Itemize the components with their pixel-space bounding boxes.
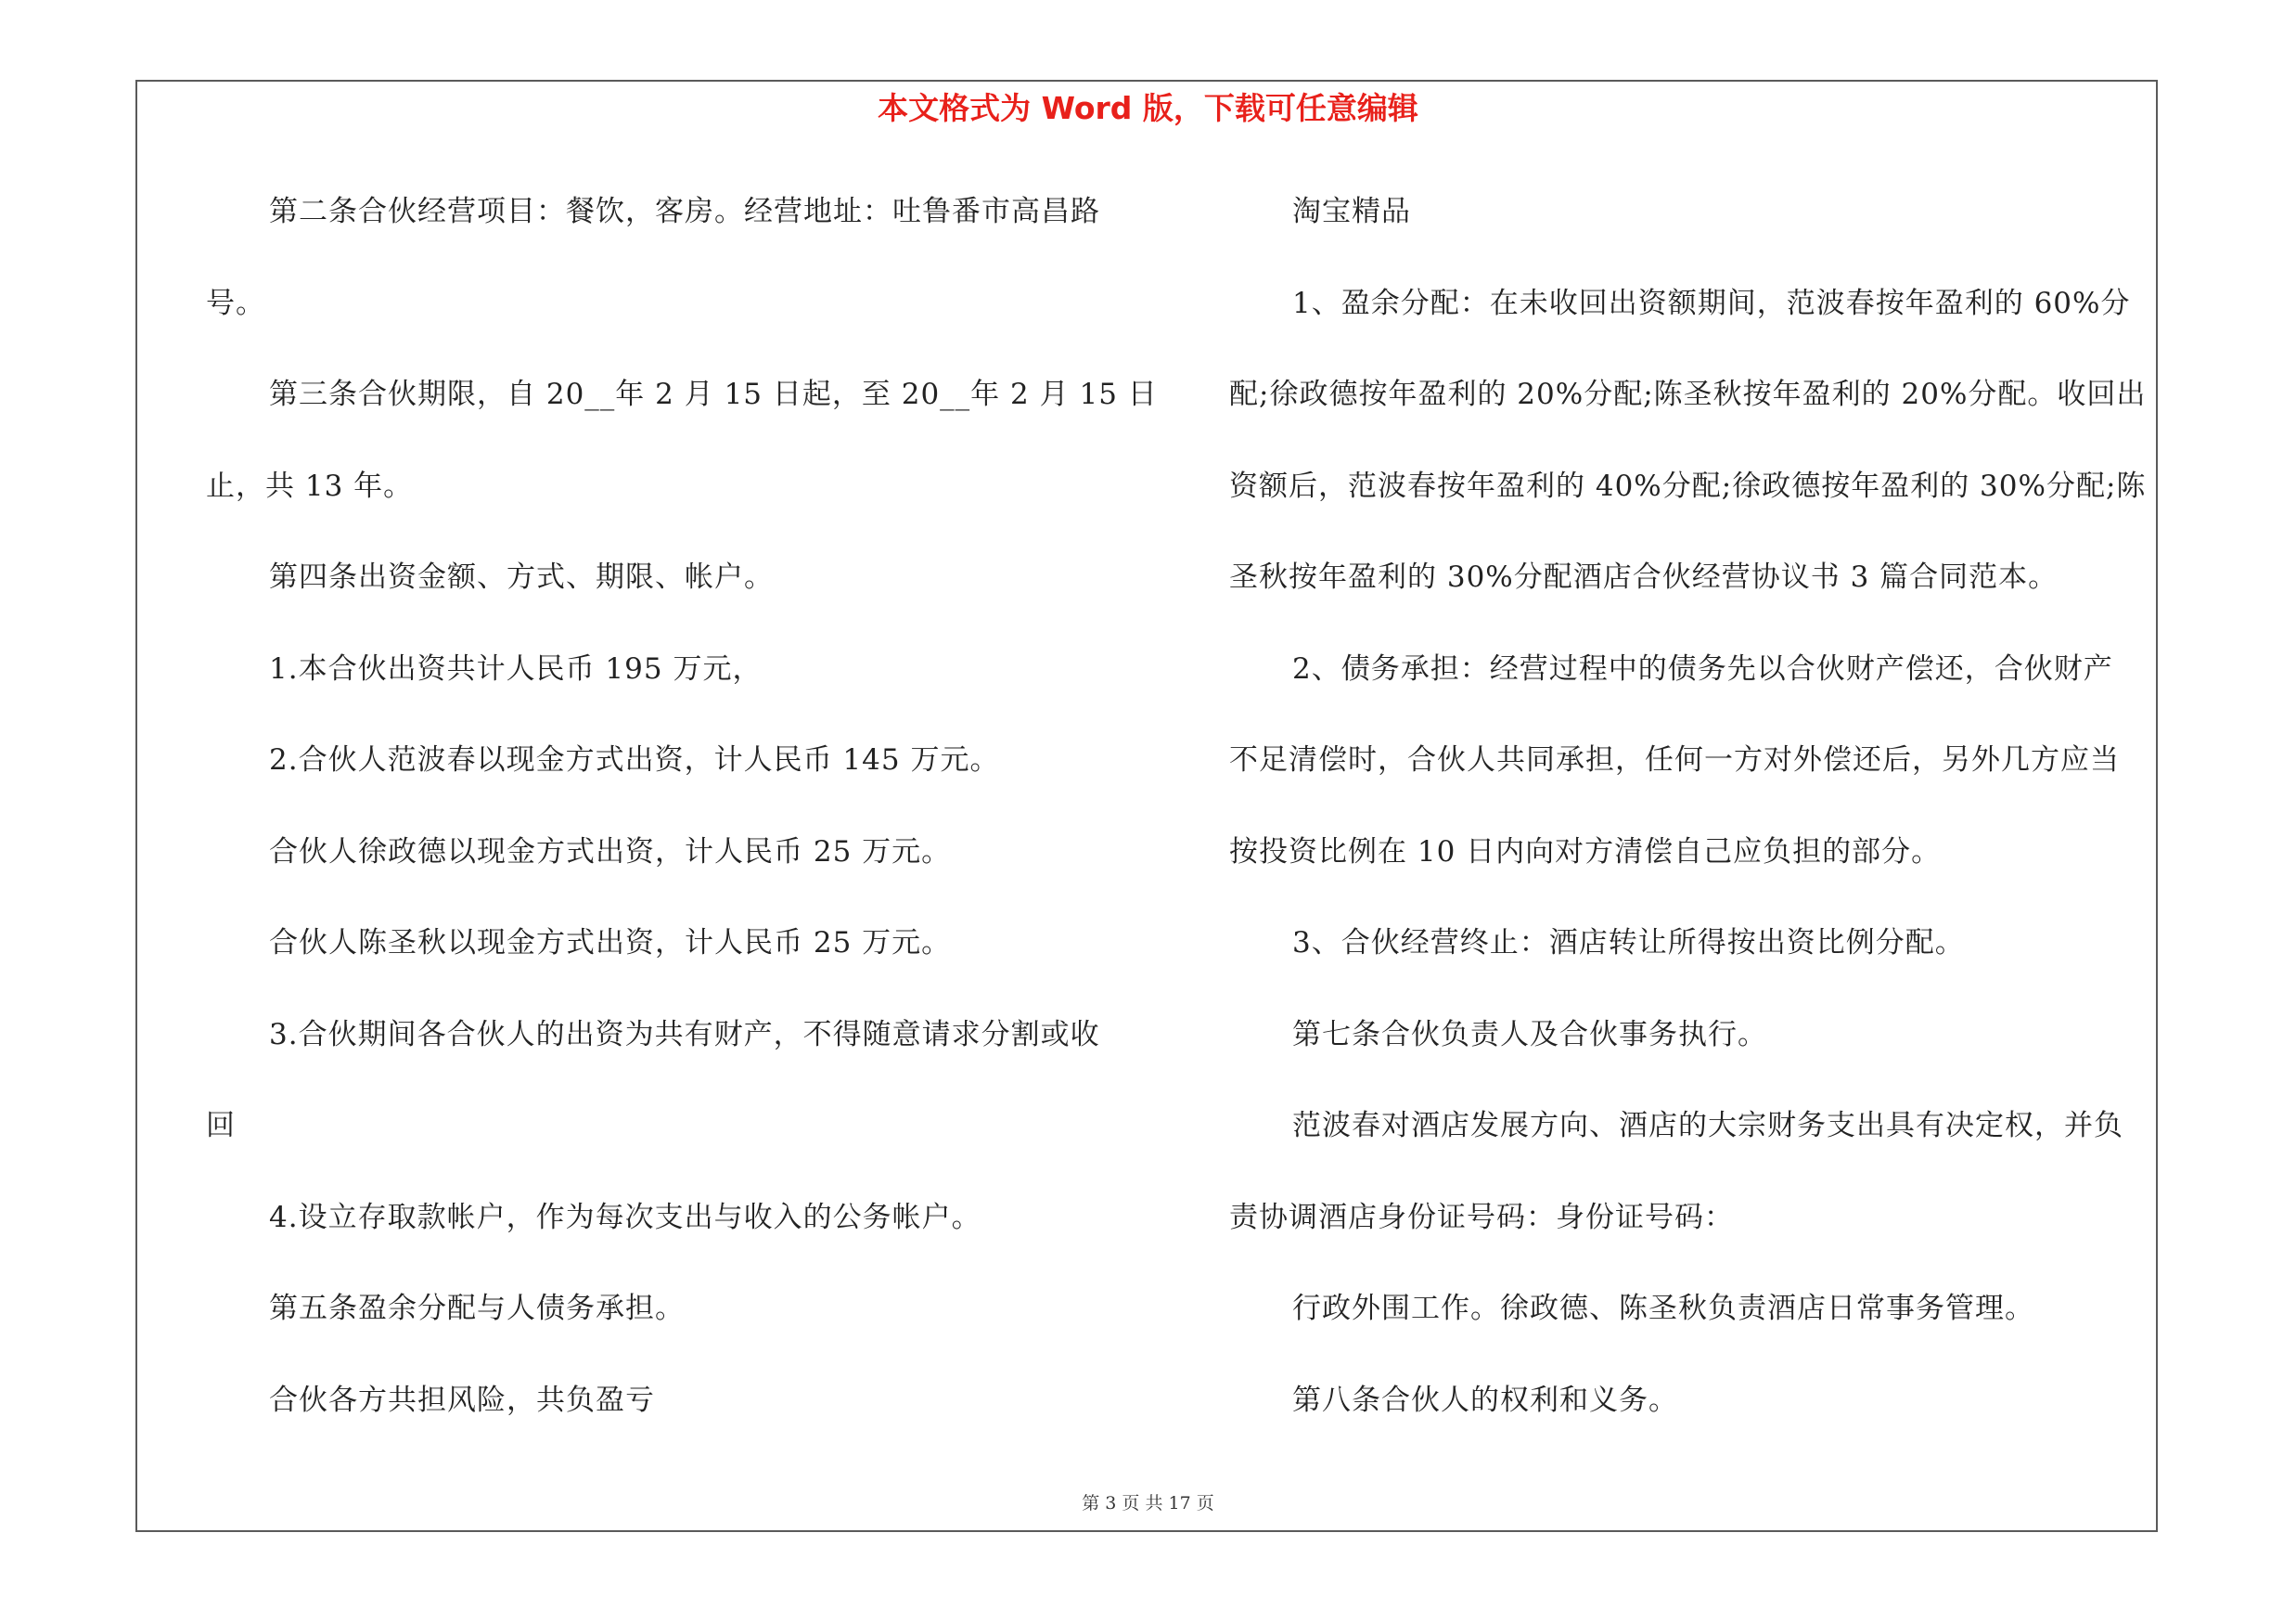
- right-column: [1229, 184, 2148, 1463]
- paragraph-line: 按投资比例在 10 日内向对方清偿自己应负担的部分。: [1229, 834, 1942, 869]
- paragraph-line: 3.合伙期间各合伙人的出资为共有财产，不得随意请求分割或收: [269, 1017, 1100, 1051]
- paragraph-line: 第八条合伙人的权利和义务。: [1292, 1383, 1678, 1417]
- paragraph-line: 合伙各方共担风险，共负盈亏: [269, 1383, 655, 1417]
- page-number-footer: 第 3 页 共 17 页: [1082, 1493, 1214, 1514]
- paragraph-line: 资额后，范波春按年盈利的 40%分配;徐政德按年盈利的 30%分配;陈: [1229, 469, 2147, 503]
- paragraph-line: 合伙人陈圣秋以现金方式出资，计人民币 25 万元。: [269, 926, 952, 960]
- paragraph-line: 1.本合伙出资共计人民币 195 万元，: [269, 651, 763, 686]
- paragraph-line: 1、盈余分配：在未收回出资额期间，范波春按年盈利的 60%分: [1292, 286, 2131, 320]
- paragraph-line: 2.合伙人范波春以现金方式出资，计人民币 145 万元。: [269, 743, 1000, 777]
- paragraph-line: 配;徐政德按年盈利的 20%分配;陈圣秋按年盈利的 20%分配。收回出: [1229, 378, 2147, 411]
- paragraph-line: 第五条盈余分配与人债务承担。: [269, 1292, 685, 1325]
- paragraph-line: 2、债务承担：经营过程中的债务先以合伙财产偿还，合伙财产: [1292, 651, 2113, 686]
- paragraph-line: 行政外围工作。徐政德、陈圣秋负责酒店日常事务管理。: [1292, 1292, 2034, 1325]
- paragraph-line: 第二条合伙经营项目：餐饮，客房。经营地址：吐鲁番市高昌路: [269, 195, 1100, 228]
- paragraph-line: 号。: [206, 286, 265, 320]
- paragraph-line: 第三条合伙期限，自 20__年 2 月 15 日起，至 20__年 2 月 15 日: [269, 378, 1158, 411]
- paragraph-line: 圣秋按年盈利的 30%分配酒店合伙经营协议书 3 篇合同范本。: [1229, 560, 2059, 594]
- paragraph-line: 责协调酒店身份证号码：身份证号码：: [1229, 1200, 1734, 1234]
- paragraph-line: 范波春对酒店发展方向、酒店的大宗财务支出具有决定权，并负: [1292, 1109, 2123, 1142]
- paragraph-line: 止，共 13 年。: [206, 469, 414, 503]
- paragraph-line: 第四条出资金额、方式、期限、帐户。: [269, 560, 774, 594]
- left-column: [206, 184, 1158, 1463]
- paragraph-line: 第七条合伙负责人及合伙事务执行。: [1292, 1017, 1767, 1051]
- paragraph-line: 3、合伙经营终止：酒店转让所得按出资比例分配。: [1292, 926, 1965, 960]
- header-banner: 本文格式为 Word 版，下载可任意编辑: [878, 90, 1418, 126]
- paragraph-line: 不足清偿时，合伙人共同承担，任何一方对外偿还后，另外几方应当: [1229, 743, 2120, 777]
- paragraph-line: 淘宝精品: [1292, 195, 1411, 228]
- paragraph-line: 合伙人徐政德以现金方式出资，计人民币 25 万元。: [269, 834, 952, 869]
- paragraph-line: 4.设立存取款帐户，作为每次支出与收入的公务帐户。: [269, 1200, 981, 1234]
- paragraph-line: 回: [206, 1109, 236, 1142]
